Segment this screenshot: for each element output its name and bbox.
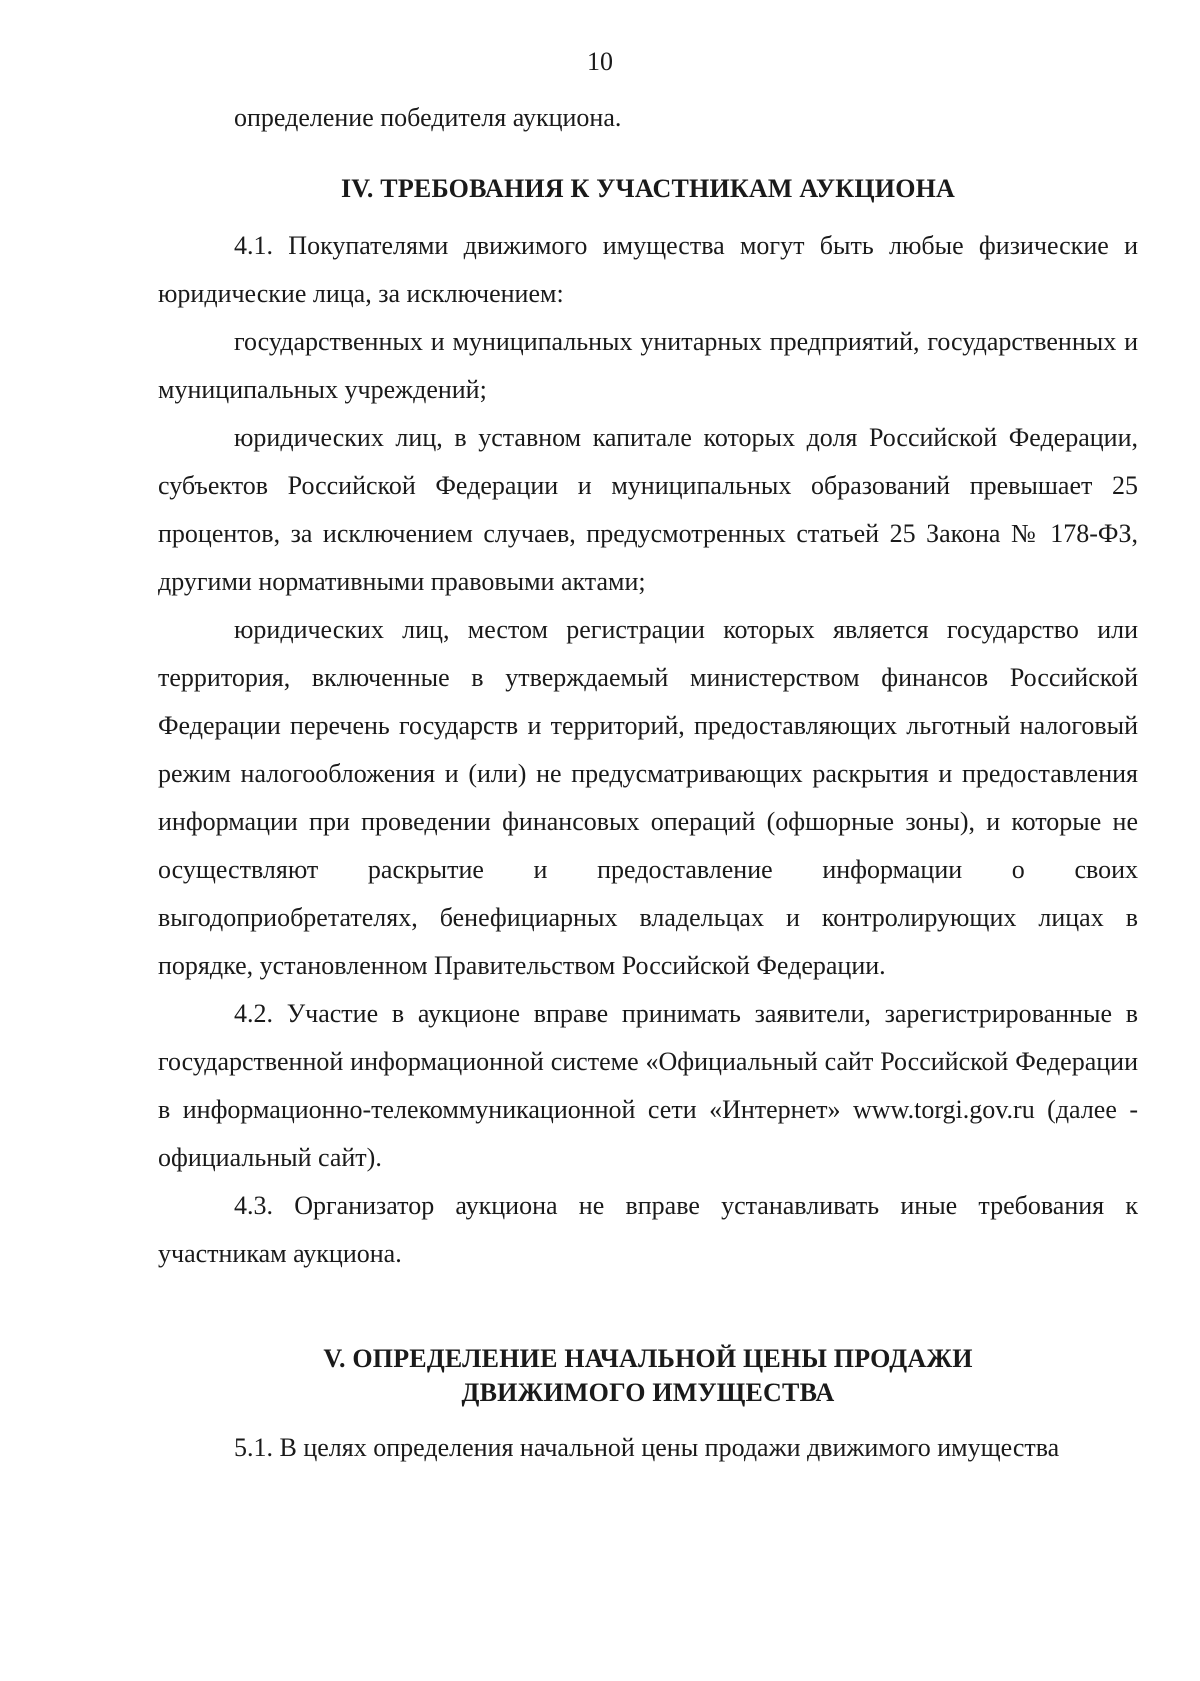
paragraph-5-1: 5.1. В целях определения начальной цены продажи движимого имущества [234,1433,1060,1462]
section-4-body [158,222,1138,1278]
intro-line: определение победителя аукциона. [234,103,622,132]
section-5-body [158,1424,1138,1472]
section-5-heading-line-2: ДВИЖИМОГО ИМУЩЕСТВА [461,1378,835,1407]
paragraph-offshore-entities: юридических лиц, местом регистрации которых является государство или территория, включенные в утверждаемый министерством финансов Российской Федерации перечень государств и территорий, предоставляющих льготный налоговый режим налогообложения и (или) не предусматривающих раскрытия и предоставления информации при проведении финансовых операций (офшорные зоны), и которые не осуществляют раскрытие и предоставление информации о своих выгодоприобретателях, бенефициарных владельцах и контролирующих лицах в порядке, установленном Правительством Российской Федерации. [158,615,1138,980]
paragraph-legal-entities-share: юридических лиц, в уставном капитале которых доля Российской Федерации, субъектов Российской Федерации и муниципальных образований превышает 25 процентов, за исключением случаев, предусмотренных статьей 25 Закона № 178-ФЗ, другими нормативными правовыми актами; [158,423,1138,596]
section-4-heading-block [158,172,1138,206]
paragraph-4-1: 4.1. Покупателями движимого имущества могут быть любые физические и юридические лица, за исключением: [158,231,1138,308]
paragraph-state-enterprises: государственных и муниципальных унитарных предприятий, государственных и муниципальных учреждений; [158,327,1138,404]
page-number: 10 [587,47,613,76]
paragraph-4-2: 4.2. Участие в аукционе вправе принимать заявители, зарегистрированные в государственной информационной системе «Официальный сайт Российской Федерации в информационно-телекоммуникационной сети «Интернет» www.torgi.gov.ru (далее - официальный сайт). [158,999,1138,1172]
section-5-heading [158,1342,1138,1410]
intro-block [158,94,1138,142]
section-5-heading-block [158,1342,1138,1410]
section-5-heading-line-1: V. ОПРЕДЕЛЕНИЕ НАЧАЛЬНОЙ ЦЕНЫ ПРОДАЖИ [323,1344,973,1373]
paragraph-4-3: 4.3. Организатор аукциона не вправе устанавливать иные требования к участникам аукциона. [158,1191,1138,1268]
section-4-heading: IV. ТРЕБОВАНИЯ К УЧАСТНИКАМ АУКЦИОНА [340,174,956,203]
